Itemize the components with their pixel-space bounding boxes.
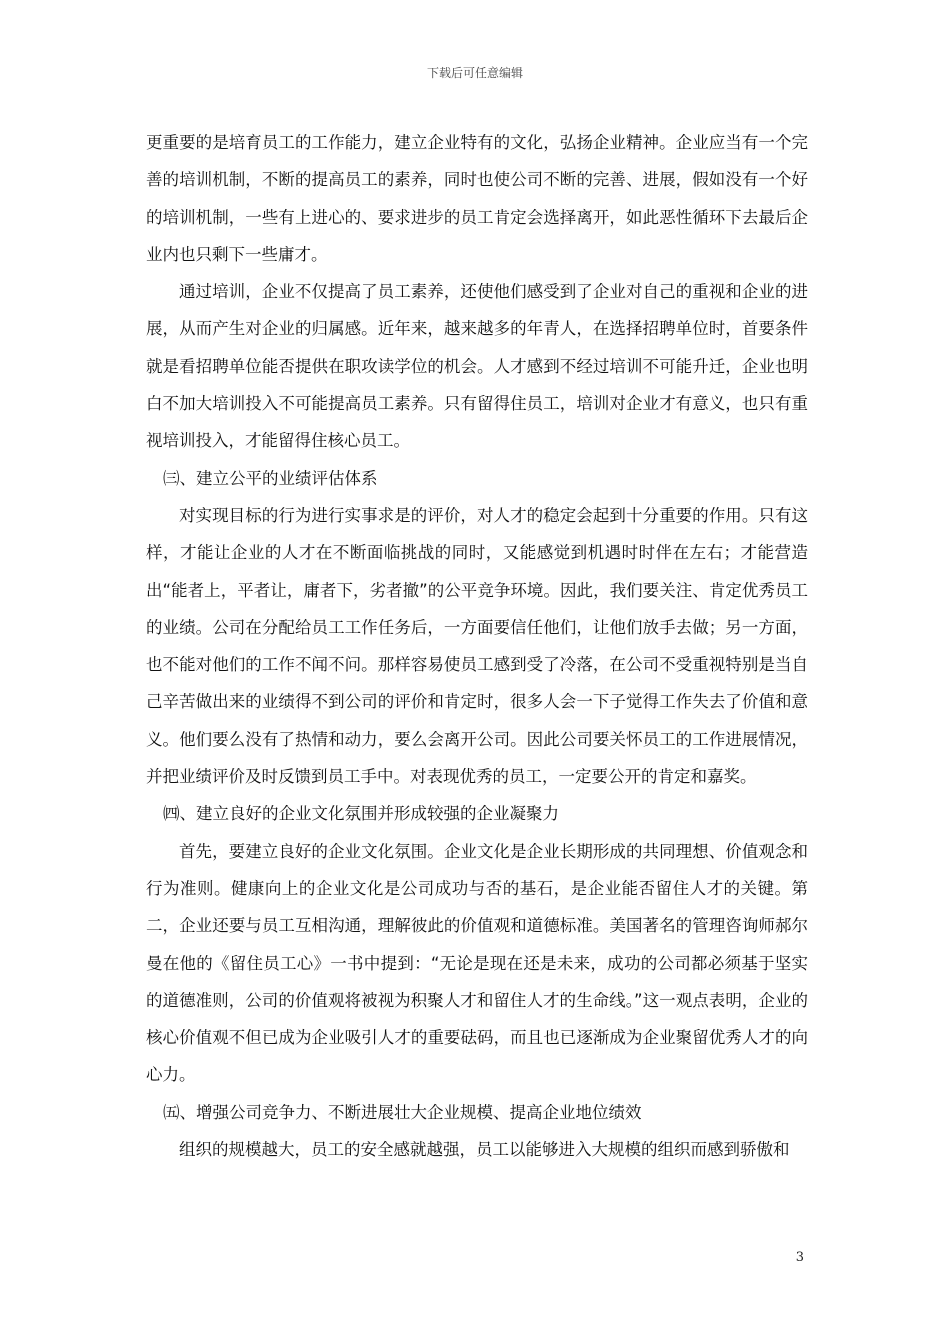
paragraph: 更重要的是培育员工的工作能力，建立企业特有的文化，弘扬企业精神。企业应当有一个完善的培训机制，不断的提高员工的素养，同时也使公司不断的完善、进展，假如没有一个好的培训机制，一些有上进心的、要求进步的员工肯定会选择离开，如此恶性循环下去最后企业内也只剩下一些庸才。 [146,133,808,264]
page-header: 下载后可任意编辑 [426,66,523,80]
paragraph: 通过培训，企业不仅提高了员工素养，还使他们感受到了企业对自己的重视和企业的进展，从而产生对企业的归属感。近年来，越来越多的年青人，在选择招聘单位时，首要条件就是看招聘单位能否提供在职攻读学位的机会。人才感到不经过培训不可能升迁，企业也明白不加大培训投入不可能提高员工素养。只有留得住员工，培训对企业才有意义，也只有重视培训投入，才能留得住核心员工。 [146,282,808,451]
paragraph: 对实现目标的行为进行实事求是的评价，对人才的稳定会起到十分重要的作用。只有这样，才能让企业的人才在不断面临挑战的同时，又能感觉到机遇时时伴在左右；才能营造出“能者上，平者让，庸者下，劣者撤”的公平竞争环境。因此，我们要关注、肯定优秀员工的业绩。公司在分配给员工工作任务后，一方面要信任他们，让他们放手去做；另一方面，也不能对他们的工作不闻不问。那样容易使员工感到受了冷落，在公司不受重视特别是当自己辛苦做出来的业绩得不到公司的评价和肯定时，很多人会一下子觉得工作失去了价值和意义。他们要么没有了热情和动力，要么会离开公司。因此公司要关怀员工的工作进展情况，并把业绩评价及时反馈到员工手中。对表现优秀的员工，一定要公开的肯定和嘉奖。 [146,505,808,787]
section-heading: ㈣、建立良好的企业文化氛围并形成较强的企业凝聚力 [163,804,559,824]
document-body [146,124,808,1168]
section-heading: ㈢、建立公平的业绩评估体系 [163,468,378,488]
paragraph: 首先，要建立良好的企业文化氛围。企业文化是企业长期形成的共同理想、价值观念和行为准则。健康向上的企业文化是公司成功与否的基石，是企业能否留住人才的关键。第二，企业还要与员工互相沟通，理解彼此的价值观和道德标准。美国著名的管理咨询师郝尔曼在他的《留住员工心》一书中提到：“无论是现在还是未来，成功的公司都必须基于坚实的道德准则，公司的价值观将被视为积聚人才和留住人才的生命线。”这一观点表明，企业的核心价值观不但已成为企业吸引人才的重要砝码，而且也已逐渐成为企业聚留优秀人才的向心力。 [146,841,808,1085]
section-heading: ㈤、增强公司竞争力、不断进展壮大企业规模、提高企业地位绩效 [163,1102,642,1122]
page-number: 3 [795,1250,804,1265]
paragraph: 组织的规模越大，员工的安全感就越强，员工以能够进入大规模的组织而感到骄傲和 [179,1140,790,1160]
